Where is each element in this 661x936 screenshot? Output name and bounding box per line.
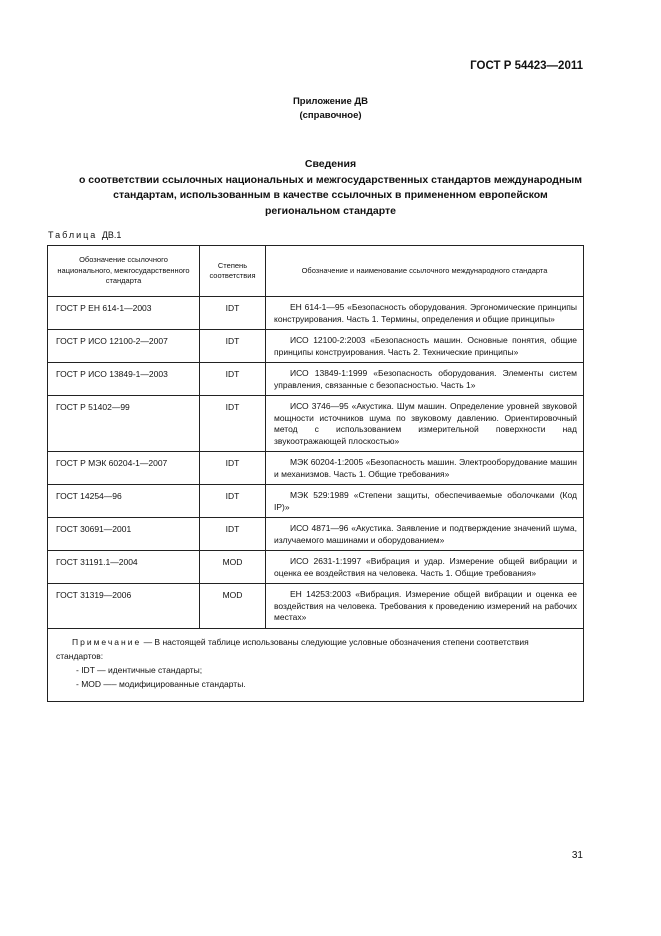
international-standard-cell: ИСО 3746—95 «Акустика. Шум машин. Определение уровней звуковой мощности источников шума по звуковому давлению. Ориентировочный метод с использованием измерительной поверхности над звукоотражающей плоскостью»	[266, 396, 584, 452]
standard-code: ГОСТ Р 54423—2011	[470, 60, 583, 72]
degree-cell: IDT	[200, 452, 266, 485]
title-line-2: о соответствии ссылочных национальных и межгосударственных стандартов международным	[78, 173, 583, 186]
national-standard-cell: ГОСТ Р ЕН 614-1—2003	[48, 297, 200, 330]
title-line-4: региональном стандарте	[264, 204, 397, 217]
table-note	[48, 628, 584, 701]
table-label-number: ДВ.1	[101, 230, 122, 240]
national-standard-cell: ГОСТ 31191.1—2004	[48, 551, 200, 584]
header-degree: Степень соответствия	[200, 246, 266, 297]
note-text: — В настоящей таблице использованы следующие условные обозначения степени соответствия стандартов:	[56, 636, 529, 661]
header-national-standard: Обозначение ссылочного национального, межгосударственного стандарта	[48, 246, 200, 297]
title-line-3: стандартам, использованным в качестве ссылочных в примененном европейском	[113, 189, 548, 201]
national-standard-cell: ГОСТ 30691—2001	[48, 518, 200, 551]
header-international-standard: Обозначение и наименование ссылочного международного стандарта	[266, 246, 584, 297]
appendix-subtitle: (справочное)	[299, 110, 362, 121]
degree-cell: IDT	[200, 518, 266, 551]
degree-cell: IDT	[200, 330, 266, 363]
national-standard-cell: ГОСТ Р ИСО 13849-1—2003	[48, 363, 200, 396]
degree-cell: MOD	[200, 551, 266, 584]
table-row	[48, 485, 584, 518]
table-note-row	[48, 628, 584, 701]
table-row	[48, 330, 584, 363]
international-standard-cell: ИСО 4871—96 «Акустика. Заявление и подтверждение значений шума, излучаемого машинами и оборудованием»	[266, 518, 584, 551]
international-standard-cell: МЭК 529:1989 «Степени защиты, обеспечиваемые оболочками (Код IP)»	[266, 485, 584, 518]
table-header-row	[48, 246, 584, 297]
title-line-1: Сведения	[304, 158, 357, 170]
national-standard-cell: ГОСТ Р 51402—99	[48, 396, 200, 452]
national-standard-cell: ГОСТ 31319—2006	[48, 584, 200, 629]
degree-cell: IDT	[200, 485, 266, 518]
degree-cell: IDT	[200, 363, 266, 396]
international-standard-cell: ЕН 614-1—95 «Безопасность оборудования. Эргономические принципы конструирования. Часть 1. Термины, определения и общие принципы»	[266, 297, 584, 330]
note-label: Примечание	[72, 636, 142, 647]
degree-cell: IDT	[200, 297, 266, 330]
table-label	[48, 230, 121, 240]
appendix-heading	[0, 95, 661, 123]
note-item-idt: - IDT — идентичные стандарты;	[76, 664, 203, 675]
page-number: 31	[571, 850, 583, 861]
table-row	[48, 396, 584, 452]
note-item-mod: - MOD —– модифицированные стандарты.	[76, 678, 246, 689]
national-standard-cell: ГОСТ Р МЭК 60204-1—2007	[48, 452, 200, 485]
appendix-title: Приложение ДВ	[292, 96, 369, 107]
table-label-word: Таблица	[48, 230, 98, 240]
table-row	[48, 452, 584, 485]
national-standard-cell: ГОСТ Р ИСО 12100-2—2007	[48, 330, 200, 363]
national-standard-cell: ГОСТ 14254—96	[48, 485, 200, 518]
table-row	[48, 518, 584, 551]
degree-cell: MOD	[200, 584, 266, 629]
table-row	[48, 363, 584, 396]
table-row	[48, 297, 584, 330]
document-title	[20, 157, 641, 219]
international-standard-cell: ЕН 14253:2003 «Вибрация. Измерение общей вибрации и оценка ее воздействия на человека. Требования к проведению измерений на рабочих местах»	[266, 584, 584, 629]
degree-cell: IDT	[200, 396, 266, 452]
table-row	[48, 551, 584, 584]
international-standard-cell: ИСО 12100-2:2003 «Безопасность машин. Основные понятия, общие принципы конструирования. Часть 2. Технические принципы»	[266, 330, 584, 363]
international-standard-cell: МЭК 60204-1:2005 «Безопасность машин. Электрооборудование машин и механизмов. Часть 1. Общие требования»	[266, 452, 584, 485]
table-row	[48, 584, 584, 629]
correspondence-table	[47, 245, 584, 702]
note-intro	[56, 635, 575, 663]
international-standard-cell: ИСО 2631-1:1997 «Вибрация и удар. Измерение общей вибрации и оценка ее воздействия на человека. Часть 1. Общие требования»	[266, 551, 584, 584]
international-standard-cell: ИСО 13849-1:1999 «Безопасность оборудования. Элементы систем управления, связанные с безопасностью. Часть 1»	[266, 363, 584, 396]
